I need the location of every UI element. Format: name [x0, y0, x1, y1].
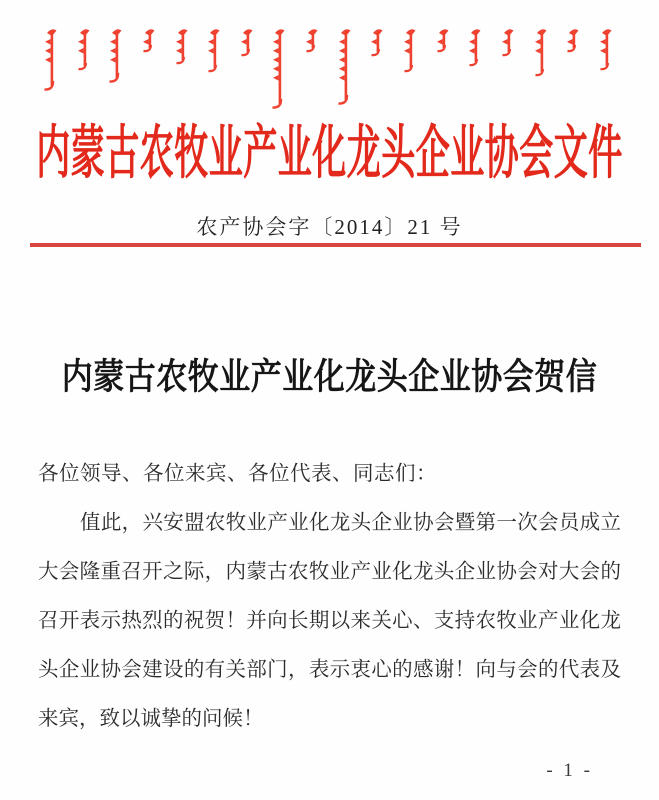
- page-number: - 1 -: [546, 760, 593, 781]
- mongolian-word-glyph: [434, 28, 454, 54]
- letter-title: 内蒙古农牧业产业化龙头企业协会贺信: [61, 356, 598, 397]
- letter-body: [38, 450, 621, 744]
- letter-body-line: 大会隆重召开之际，内蒙古农牧业产业化龙头企业协会对大会的: [38, 561, 621, 583]
- mongolian-word-glyph: [42, 28, 62, 92]
- mongolian-word-glyph: [532, 28, 552, 78]
- mongolian-word-glyph: [270, 28, 290, 110]
- letter-body-line: 头企业协会建设的有关部门，表示衷心的感谢！向与会的代表及: [38, 659, 621, 681]
- mongolian-word-glyph: [173, 28, 193, 66]
- mongolian-word-glyph: [238, 28, 258, 58]
- letter-body-line: 召开表示热烈的祝贺！并向长期以来关心、支持农牧业产业化龙: [38, 610, 621, 632]
- mongolian-word-glyph: [303, 28, 323, 54]
- letter-body-line: 值此，兴安盟农牧业产业化龙头企业协会暨第一次会员成立: [80, 512, 621, 534]
- letter-body-line: 来宾，致以诚挚的问候！: [38, 708, 264, 730]
- letter-salutation: 各位领导、各位来宾、各位代表、同志们：: [38, 463, 437, 485]
- mongolian-word-glyph: [336, 28, 356, 106]
- mongolian-word-glyph: [75, 28, 95, 72]
- red-header-org-title: 内蒙古农牧业产业化龙头企业协会文件: [36, 123, 623, 186]
- mongolian-word-glyph: [368, 28, 388, 58]
- document-number: 农产协会字〔2014〕21 号: [196, 215, 463, 239]
- mongolian-word-glyph: [107, 28, 127, 84]
- mongolian-word-glyph: [564, 28, 584, 54]
- red-divider-line: [30, 243, 641, 247]
- mongolian-word-glyph: [205, 28, 225, 74]
- mongolian-word-glyph: [499, 28, 519, 58]
- mongolian-word-glyph: [401, 28, 421, 74]
- mongolian-word-glyph: [597, 28, 617, 72]
- mongolian-script-row: [42, 28, 617, 118]
- mongolian-word-glyph: [466, 28, 486, 68]
- mongolian-word-glyph: [140, 28, 160, 54]
